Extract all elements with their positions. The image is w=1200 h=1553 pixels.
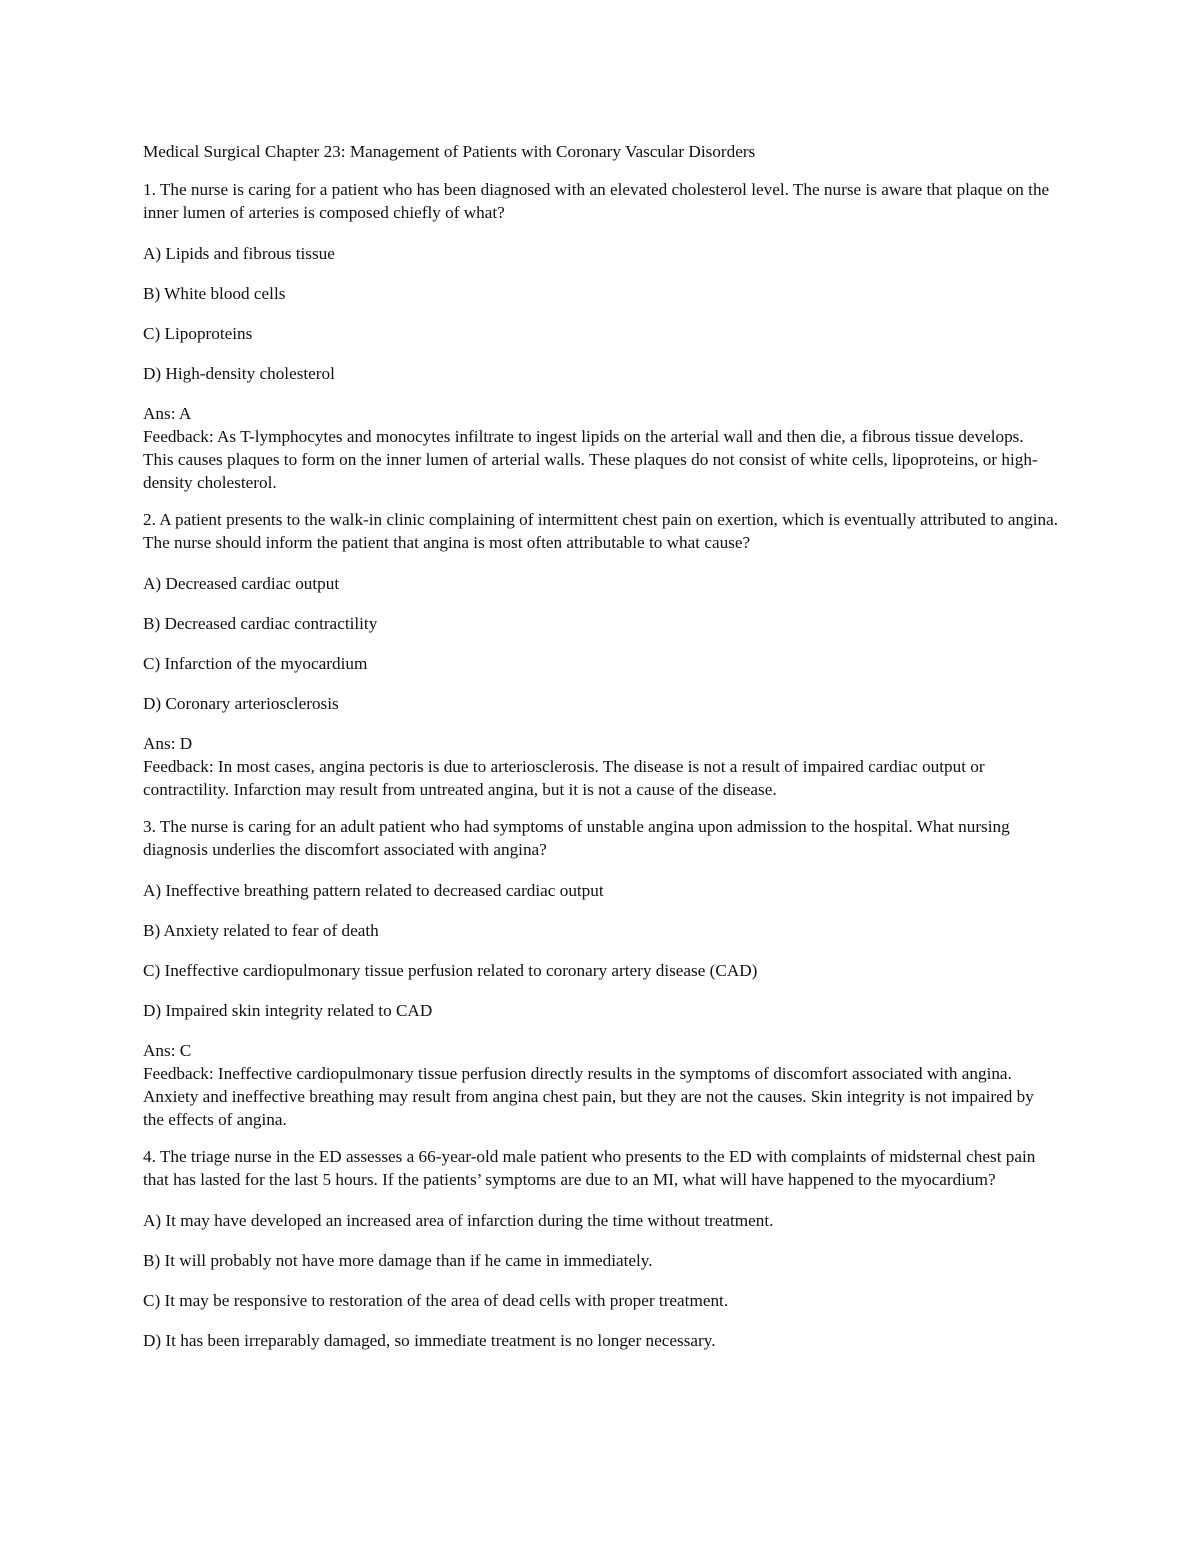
answer-option-c: C) It may be responsive to restoration of the area of dead cells with proper treatment. <box>143 1291 729 1310</box>
answer-feedback: Feedback: As T-lymphocytes and monocytes infiltrate to ingest lipids on the arterial wall and then die, a fibrous tissue develops. This causes plaques to form on the inner lumen of arterial walls. These plaques do not consist of white cells, lipoproteins, or high-density cholesterol. <box>143 427 1038 492</box>
correct-answer: Ans: A <box>143 404 192 423</box>
answer-option-b: B) Anxiety related to fear of death <box>143 921 379 940</box>
answer-option-b: B) It will probably not have more damage than if he came in immediately. <box>143 1251 653 1270</box>
answer-option-b: B) Decreased cardiac contractility <box>143 614 378 633</box>
question-stem: 3. The nurse is caring for an adult patient who had symptoms of unstable angina upon admission to the hospital. What nursing diagnosis underlies the discomfort associated with angina? <box>143 817 1010 859</box>
answer-feedback: Feedback: In most cases, angina pectoris is due to arteriosclerosis. The disease is not a result of impaired cardiac output or contractility. Infarction may result from untreated angina, but it is not a cause of the disease. <box>143 757 985 799</box>
question-stem: 2. A patient presents to the walk-in clinic complaining of intermittent chest pain on exertion, which is eventually attributed to angina. The nurse should inform the patient that angina is most often attributable to what cause? <box>143 510 1059 552</box>
question-stem: 4. The triage nurse in the ED assesses a 66-year-old male patient who presents to the ED with complaints of midsternal chest pain that has lasted for the last 5 hours. If the patients’ symptoms are due to an MI, what will have happened to the myocardium? <box>143 1147 1036 1189</box>
answer-option-a: A) Lipids and fibrous tissue <box>143 244 335 263</box>
answer-option-d: D) Coronary arteriosclerosis <box>143 694 339 713</box>
correct-answer: Ans: D <box>143 734 193 753</box>
question-4 <box>143 1145 1058 1352</box>
answer-option-a: A) It may have developed an increased area of infarction during the time without treatment. <box>143 1211 774 1230</box>
answer-option-a: A) Decreased cardiac output <box>143 574 340 593</box>
document-title: Medical Surgical Chapter 23: Management of Patients with Coronary Vascular Disorders <box>143 142 756 161</box>
answer-option-a: A) Ineffective breathing pattern related to decreased cardiac output <box>143 881 604 900</box>
answer-option-b: B) White blood cells <box>143 284 286 303</box>
answer-option-d: D) High-density cholesterol <box>143 364 335 383</box>
answer-option-d: D) Impaired skin integrity related to CAD <box>143 1001 433 1020</box>
answer-feedback: Feedback: Ineffective cardiopulmonary tissue perfusion directly results in the symptoms of discomfort associated with angina. Anxiety and ineffective breathing may result from angina chest pain, but they are not the causes. Skin integrity is not impaired by the effects of angina. <box>143 1064 1034 1129</box>
answer-option-d: D) It has been irreparably damaged, so immediate treatment is no longer necessary. <box>143 1331 716 1350</box>
answer-option-c: C) Lipoproteins <box>143 324 253 343</box>
answer-option-c: C) Ineffective cardiopulmonary tissue perfusion related to coronary artery disease (CAD) <box>143 961 758 980</box>
answer-option-c: C) Infarction of the myocardium <box>143 654 368 673</box>
question-2 <box>143 508 1058 801</box>
question-stem: 1. The nurse is caring for a patient who has been diagnosed with an elevated cholesterol level. The nurse is aware that plaque on the inner lumen of arteries is composed chiefly of what? <box>143 180 1050 222</box>
correct-answer: Ans: C <box>143 1041 192 1060</box>
question-1 <box>143 178 1058 494</box>
question-3 <box>143 815 1058 1131</box>
document-page <box>143 140 1058 1369</box>
